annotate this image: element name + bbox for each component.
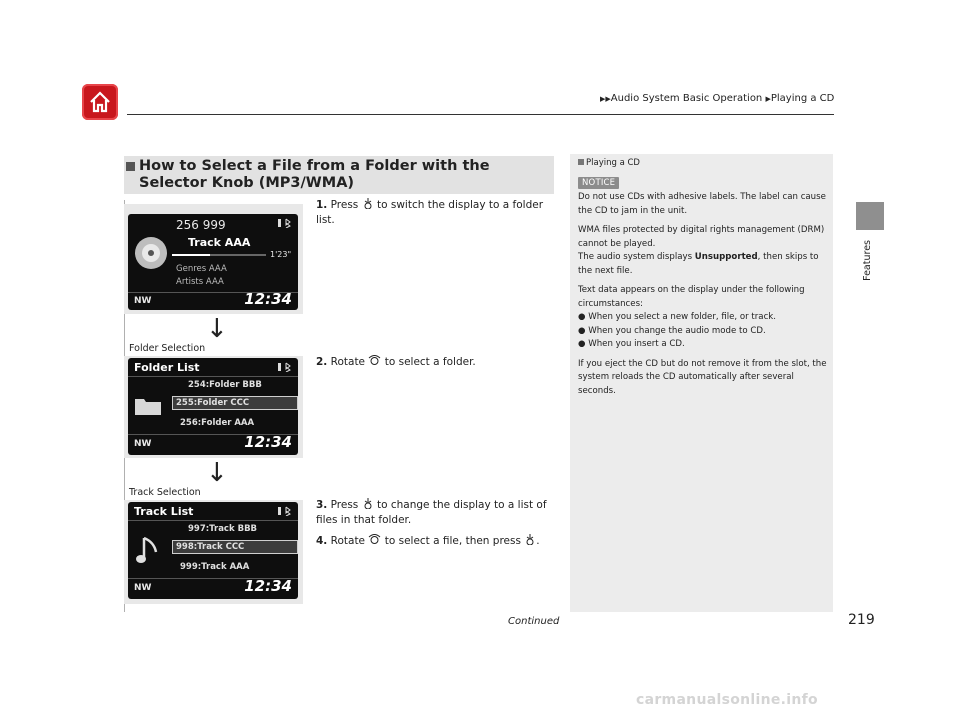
progress-bar: [172, 254, 266, 256]
clock: 12:34: [244, 433, 292, 451]
bluetooth-icon: [278, 506, 292, 516]
step-4: 4. Rotate to select a file, then press .: [316, 535, 540, 547]
compass-heading: NW: [134, 583, 152, 593]
music-note-icon: [136, 536, 162, 566]
selector-knob-rotate-icon: [368, 533, 381, 546]
note-paragraph: Text data appears on the display under the following circumstances:: [578, 285, 805, 309]
bluetooth-icon: [278, 362, 292, 372]
display-screen-folder-list: [128, 358, 298, 455]
side-note-title: Playing a CD: [578, 158, 640, 168]
list-item[interactable]: 256:Folder AAA: [180, 418, 255, 428]
selector-knob-press-icon: [524, 534, 536, 545]
page-number: 219: [848, 612, 875, 628]
genre-label: Genres AAA: [176, 264, 227, 274]
selector-knob-press-icon: [362, 198, 374, 209]
note-bullet: ● When you select a new folder, file, or track.: [578, 312, 777, 322]
chapter-tab-label: Features: [862, 240, 873, 281]
note-paragraph: The audio system displays Unsupported, then skips to the next file.: [578, 252, 819, 276]
list-item-selected[interactable]: 998:Track CCC: [172, 540, 298, 554]
breadcrumb-page[interactable]: Playing a CD: [770, 93, 835, 104]
list-item[interactable]: 999:Track AAA: [180, 562, 250, 572]
note-bullet: ● When you change the audio mode to CD.: [578, 325, 766, 336]
elapsed-time: 1'23": [270, 250, 292, 259]
bluetooth-icon: [278, 218, 292, 228]
section-heading: How to Select a File from a Folder with the Selector Knob (MP3/WMA): [139, 158, 490, 191]
list-item[interactable]: 997:Track BBB: [188, 524, 258, 534]
caption-folder-selection: Folder Selection: [129, 343, 206, 354]
step-1: 1. Press to switch the display to a folder list.: [316, 199, 544, 226]
continued-label: Continued: [508, 616, 560, 627]
step-2: 2. Rotate to select a folder.: [316, 356, 476, 368]
down-arrow-icon: ↓: [206, 314, 228, 344]
folder-icon: [134, 396, 162, 416]
folder-list-title: Folder List: [134, 361, 200, 374]
screen-divider: [128, 376, 298, 377]
note-paragraph: Do not use CDs with adhesive labels. The label can cause the CD to jam in the unit.: [578, 192, 826, 216]
compass-heading: NW: [134, 439, 152, 449]
folder-track-counts: 256 999: [176, 218, 226, 232]
list-item[interactable]: 254:Folder BBB: [188, 380, 262, 390]
step-3: 3. Press to change the display to a list of files in that folder.: [316, 499, 547, 526]
track-title: Track AAA: [188, 236, 251, 249]
clock: 12:34: [244, 290, 292, 308]
cd-disc-icon: [134, 236, 168, 270]
watermark: carmanualsonline.info: [636, 692, 818, 708]
note-marker-icon: [578, 159, 584, 165]
display-screen-now-playing: [128, 214, 298, 310]
side-note-body: [578, 191, 828, 404]
artist-label: Artists AAA: [176, 277, 224, 287]
breadcrumb-section[interactable]: Audio System Basic Operation: [610, 93, 763, 104]
heading-square-icon: [126, 162, 135, 171]
note-paragraph: If you eject the CD but do not remove it from the slot, the system reloads the CD automatically after several seconds.: [578, 358, 827, 396]
screen-divider: [128, 520, 298, 521]
selector-knob-rotate-icon: [368, 354, 381, 367]
compass-heading: NW: [134, 296, 152, 306]
track-list-title: Track List: [134, 505, 194, 518]
progress-fill: [172, 254, 210, 256]
down-arrow-icon: ↓: [206, 458, 228, 488]
selector-knob-press-icon: [362, 498, 374, 509]
notice-badge: NOTICE: [578, 177, 619, 189]
chapter-tab[interactable]: [856, 202, 884, 230]
note-paragraph: WMA files protected by digital rights management (DRM) cannot be played.: [578, 225, 825, 249]
note-bullet: ● When you insert a CD.: [578, 339, 685, 349]
caption-track-selection: Track Selection: [129, 487, 201, 498]
clock: 12:34: [244, 577, 292, 595]
breadcrumb: ▶▶Audio System Basic Operation ▶Playing a CD: [600, 93, 835, 104]
home-icon[interactable]: [82, 84, 118, 120]
list-item-selected[interactable]: 255:Folder CCC: [172, 396, 298, 410]
display-screen-track-list: [128, 502, 298, 599]
header-divider: [127, 114, 834, 115]
